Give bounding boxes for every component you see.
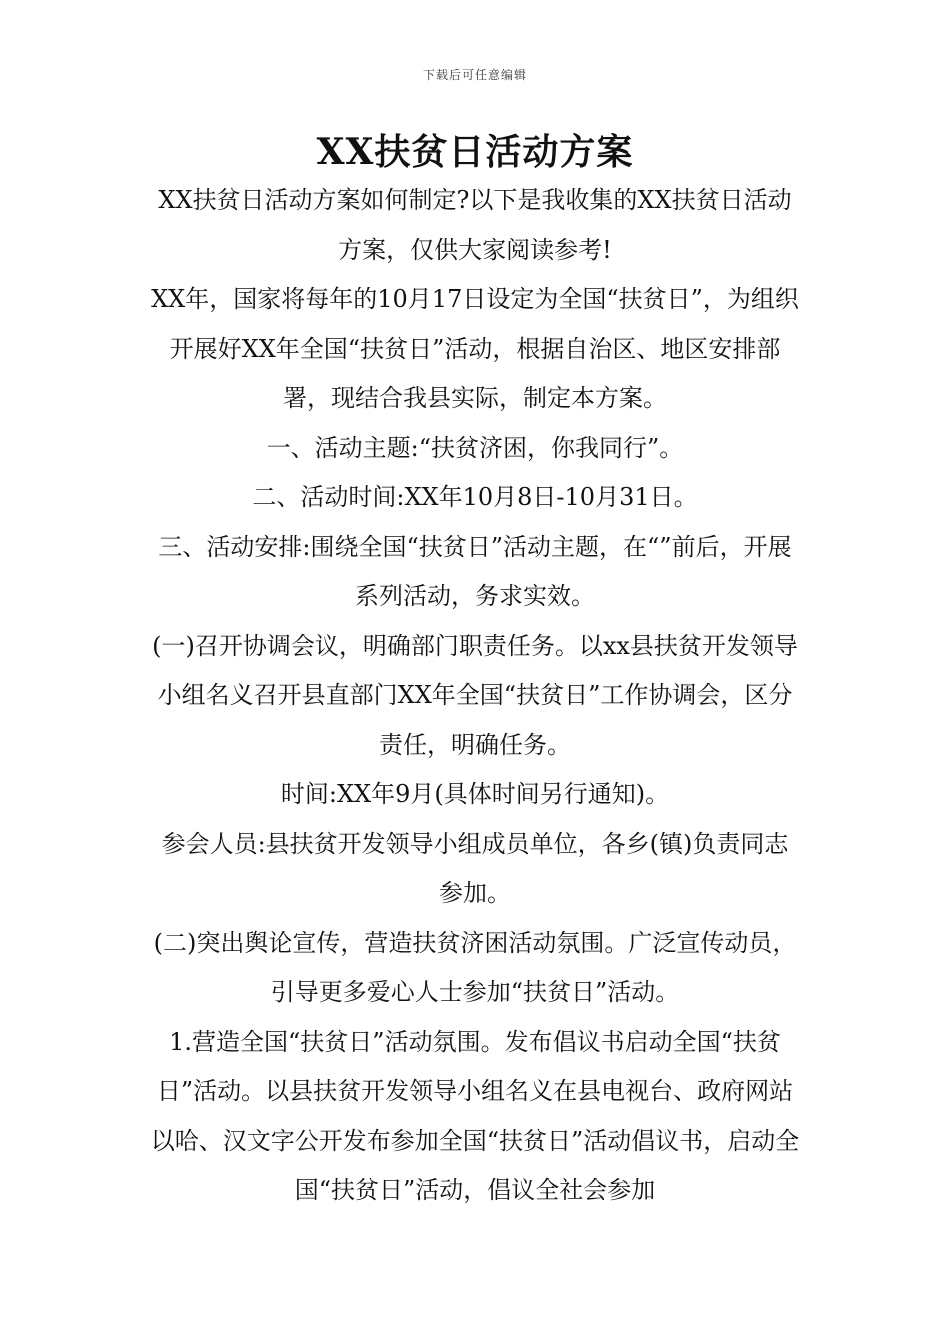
document-body: [150, 176, 800, 1216]
paragraph-time: 二、活动时间:XX年10月8日-10月31日。: [252, 483, 698, 511]
header-note: 下载后可任意编辑: [422, 68, 527, 82]
paragraph-attendees: 参会人员:县扶贫开发领导小组成员单位，各乡(镇)负责同志参加。: [161, 829, 789, 907]
document-title: XX扶贫日活动方案: [316, 131, 634, 173]
paragraph-publicity: (二)突出舆论宣传，营造扶贫济困活动氛围。广泛宣传动员，引导更多爱心人士参加“扶贫日”活动。: [153, 928, 797, 1006]
paragraph-intro: XX扶贫日活动方案如何制定?以下是我收集的XX扶贫日活动方案，仅供大家阅读参考!: [158, 186, 792, 264]
paragraph-meeting: (一)召开协调会议，明确部门职责任务。以xx县扶贫开发领导小组名义召开县直部门XX年全国“扶贫日”工作协调会，区分责任，明确任务。: [152, 631, 798, 759]
paragraph-theme: 一、活动主题:“扶贫济困，你我同行”。: [266, 433, 684, 462]
paragraph-meeting-time: 时间:XX年9月(具体时间另行通知)。: [280, 780, 670, 808]
paragraph-background: XX年，国家将每年的10月17日设定为全国“扶贫日”，为组织开展好XX年全国“扶贫日”活动，根据自治区、地区安排部署，现结合我县实际，制定本方案。: [151, 285, 799, 412]
paragraph-arrangement: 三、活动安排:围绕全国“扶贫日”活动主题，在“”前后，开展系列活动，务求实效。: [158, 532, 792, 610]
paragraph-atmosphere: 1.营造全国“扶贫日”活动氛围。发布倡议书启动全国“扶贫日”活动。以县扶贫开发领导小组名义在县电视台、政府网站以哈、汉文字公开发布参加全国“扶贫日”活动倡议书，启动全国“扶贫日”活动，倡议全社会参加: [150, 1027, 800, 1204]
